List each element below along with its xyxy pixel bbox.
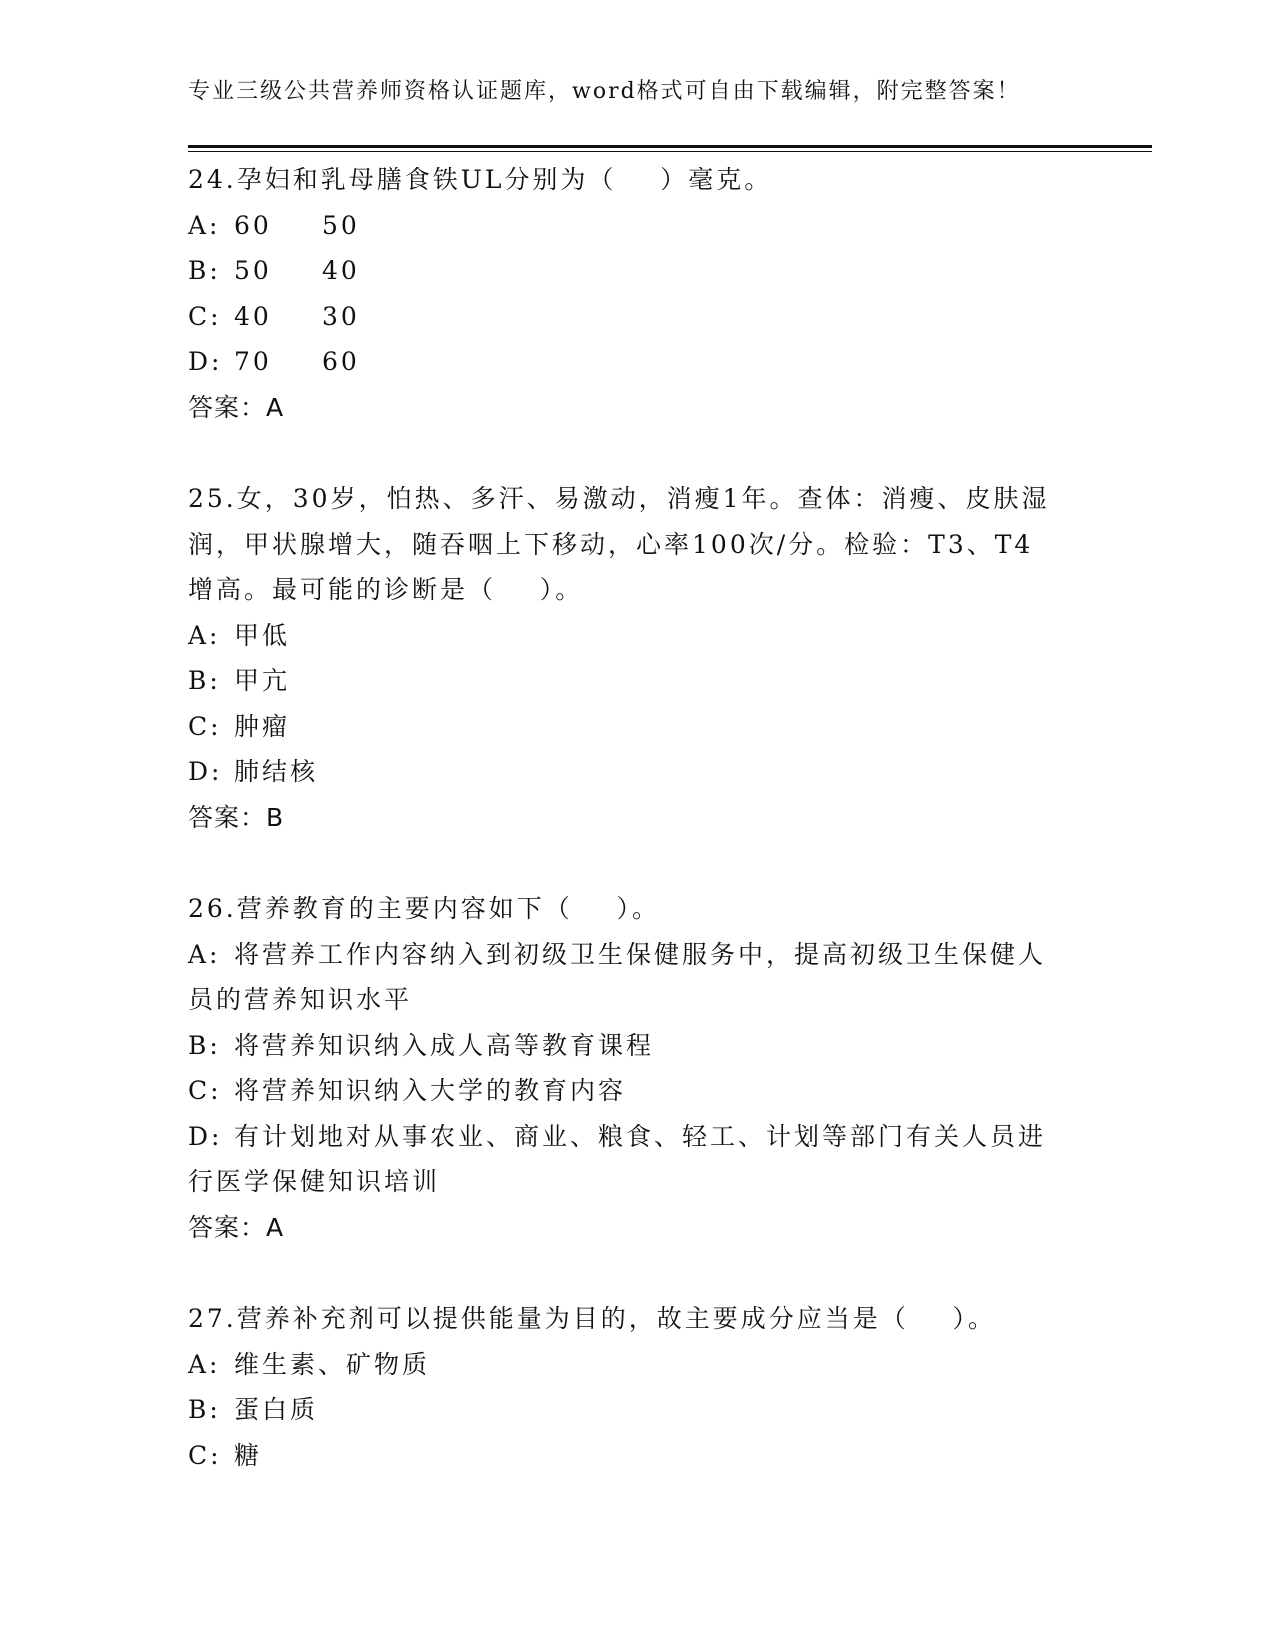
question-26 xyxy=(188,886,1088,1250)
option-d xyxy=(188,1114,1088,1160)
option-label: D: xyxy=(188,757,223,786)
header-rule-thin xyxy=(188,151,1152,152)
option-value-2: 60 xyxy=(322,347,360,376)
answer-line: 答案：A xyxy=(188,392,285,422)
option-a xyxy=(188,203,1088,249)
answer-line: 答案：B xyxy=(188,802,285,832)
option-value-2: 40 xyxy=(322,256,360,285)
answer-line: 答案：A xyxy=(188,1212,285,1242)
option-c xyxy=(188,1433,1088,1479)
option-b xyxy=(188,1023,1088,1069)
option-b xyxy=(188,658,1088,704)
question-list xyxy=(188,157,1088,1524)
option-label: A: xyxy=(188,620,221,650)
option-b xyxy=(188,248,1088,294)
option-value-1: 70 xyxy=(234,347,272,376)
option-label: B: xyxy=(188,256,221,285)
option-a-continued: 员的营养知识水平 xyxy=(188,985,413,1014)
option-d-continued: 行医学保健知识培训 xyxy=(188,1167,441,1196)
option-label: D: xyxy=(188,1121,223,1151)
option-label: A: xyxy=(188,210,221,240)
option-label: B: xyxy=(188,1030,221,1060)
option-a xyxy=(188,932,1088,978)
option-text: 蛋白质 xyxy=(234,1395,319,1424)
option-label: C: xyxy=(188,1440,222,1470)
option-d xyxy=(188,339,1088,385)
option-text: 有计划地对从事农业、商业、粮食、轻工、计划等部门有关人员进 xyxy=(234,1121,1047,1151)
option-text: 维生素、矿物质 xyxy=(234,1349,431,1379)
option-text: 将营养知识纳入大学的教育内容 xyxy=(234,1076,627,1105)
question-24 xyxy=(188,157,1088,430)
question-stem: 27.营养补充剂可以提供能量为目的，故主要成分应当是（ ）。 xyxy=(188,1304,997,1333)
option-c xyxy=(188,294,1088,340)
question-27 xyxy=(188,1296,1088,1478)
option-a xyxy=(188,613,1088,659)
option-text: 将营养工作内容纳入到初级卫生保健服务中，提高初级卫生保健人 xyxy=(234,939,1047,969)
header-rule-thick xyxy=(188,145,1152,148)
option-d xyxy=(188,749,1088,795)
option-label: C: xyxy=(188,301,222,331)
option-value-2: 30 xyxy=(322,301,360,331)
page-header: 专业三级公共营养师资格认证题库，word格式可自由下载编辑，附完整答案！ xyxy=(188,79,1021,104)
option-a xyxy=(188,1342,1088,1388)
question-stem-line-2: 润，甲状腺增大，随吞咽上下移动，心率100次/分。检验：T3、T4 xyxy=(188,529,1034,559)
option-label: C: xyxy=(188,1076,222,1105)
option-label: D: xyxy=(188,347,223,376)
option-value-1: 40 xyxy=(234,301,272,331)
option-c xyxy=(188,1068,1088,1114)
option-text: 肺结核 xyxy=(234,757,319,786)
option-text: 将营养知识纳入成人高等教育课程 xyxy=(234,1030,655,1060)
question-stem-line-3: 增高。最可能的诊断是（ ）。 xyxy=(188,575,584,604)
option-label: A: xyxy=(188,1349,221,1379)
option-label: B: xyxy=(188,666,221,695)
question-stem: 24.孕妇和乳母膳食铁UL分别为（ ）毫克。 xyxy=(188,165,773,194)
option-b xyxy=(188,1387,1088,1433)
option-value-1: 50 xyxy=(234,256,272,285)
question-stem-line-1: 25.女，30岁，怕热、多汗、易激动，消瘦1年。查体：消瘦、皮肤湿 xyxy=(188,484,1050,513)
option-text: 甲低 xyxy=(234,620,291,650)
option-label: C: xyxy=(188,711,222,741)
option-text: 糖 xyxy=(234,1440,263,1470)
option-label: A: xyxy=(188,939,221,969)
option-value-2: 50 xyxy=(322,210,360,240)
option-label: B: xyxy=(188,1395,221,1424)
option-text: 肿瘤 xyxy=(234,711,291,741)
option-text: 甲亢 xyxy=(234,666,291,695)
option-c xyxy=(188,704,1088,750)
question-stem: 26.营养教育的主要内容如下（ ）。 xyxy=(188,894,661,923)
option-value-1: 60 xyxy=(234,210,272,240)
question-25 xyxy=(188,476,1088,840)
